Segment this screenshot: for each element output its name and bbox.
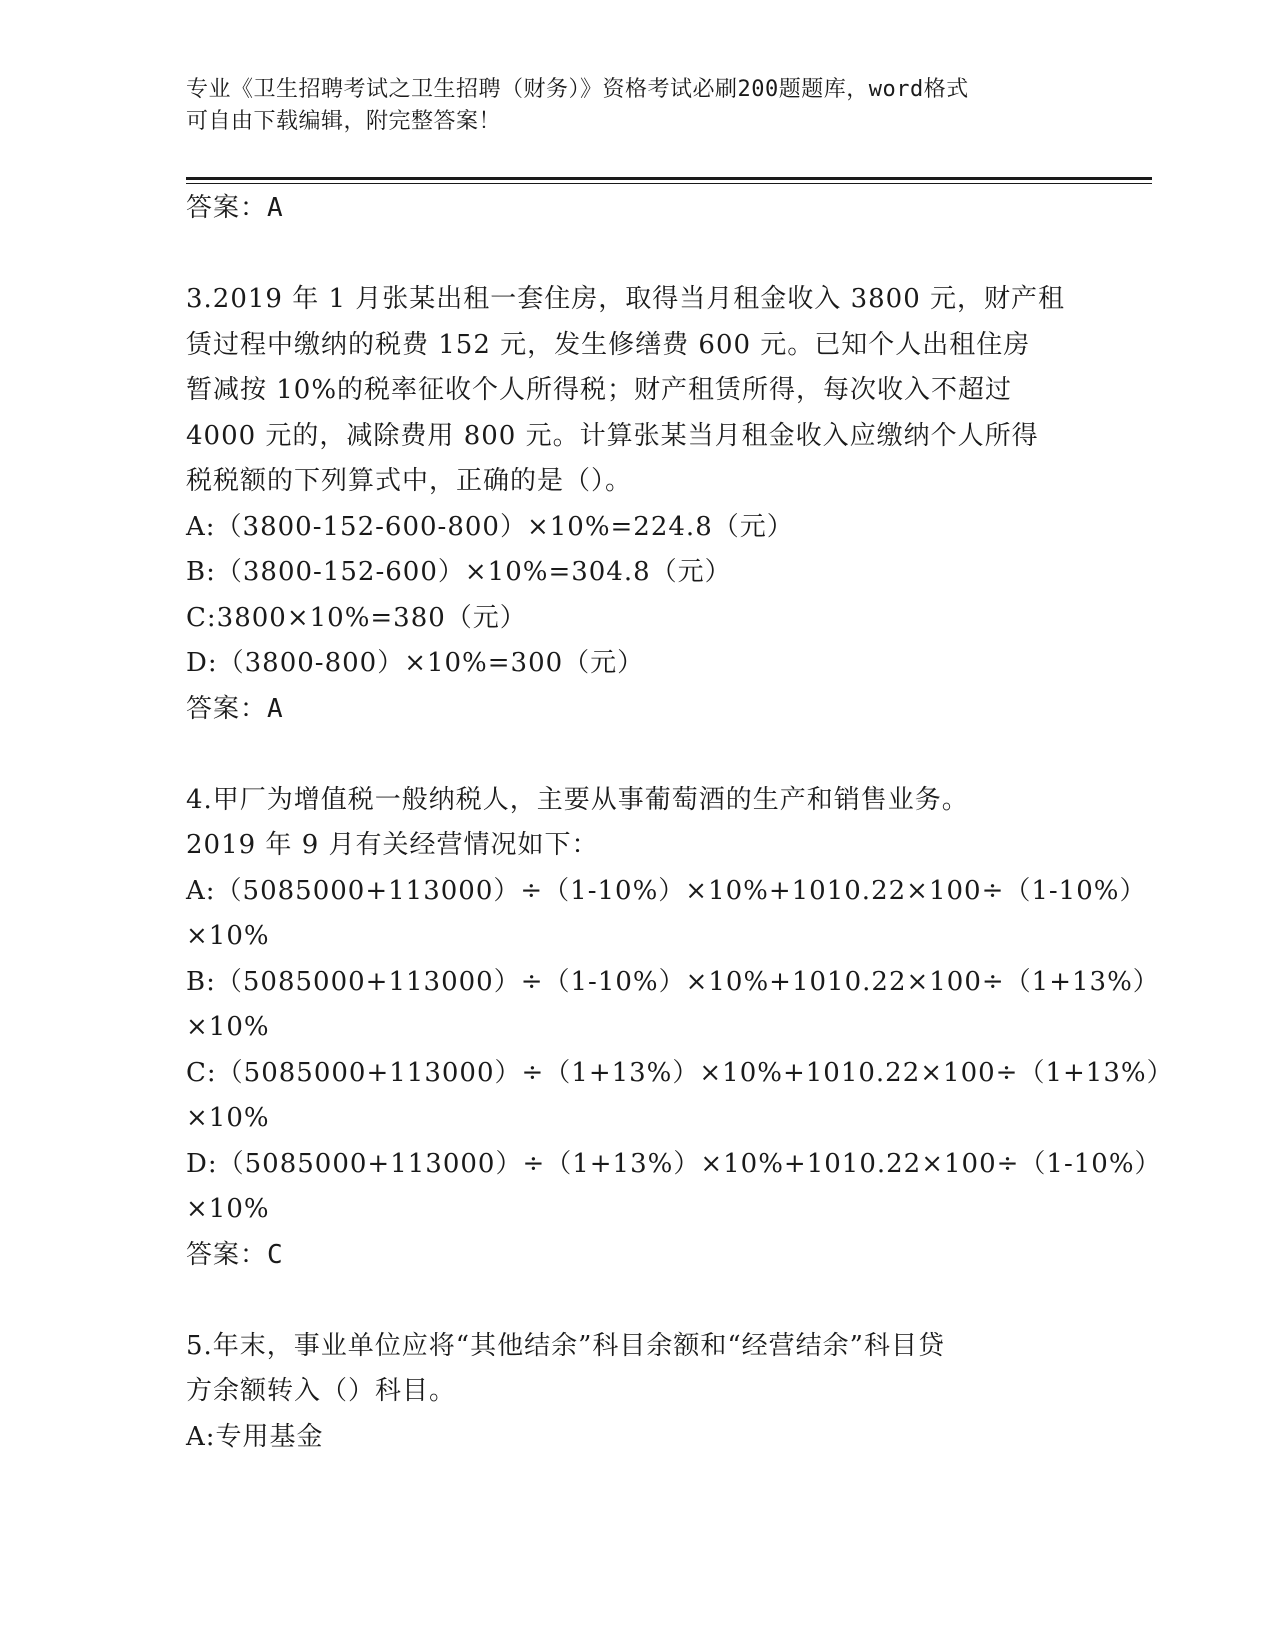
- option-label: B:: [186, 966, 216, 997]
- option-text-line: [186, 596, 1086, 642]
- option-label: B:: [186, 557, 216, 587]
- header-rule-thick: [186, 177, 1152, 180]
- paragraph-gap: [186, 232, 1086, 278]
- option-text-line: [186, 1005, 1086, 1051]
- answer-label: 答案：: [186, 693, 268, 724]
- option-text: （5085000+113000）÷（1-10%）×10%+1010.22×100÷（1-10%）: [215, 875, 1147, 906]
- option-text: ×10%: [186, 1012, 270, 1042]
- option-label: D:: [186, 648, 218, 678]
- option-text: ×10%: [186, 1103, 270, 1133]
- option-item: [186, 960, 1160, 1051]
- option-text-line: [186, 960, 1160, 1006]
- option-item: [186, 550, 1086, 596]
- question-list: [186, 186, 1174, 1460]
- question-stem: [186, 1324, 1086, 1415]
- question-text-line: 5.年末，事业单位应将“其他结余”科目余额和“经营结余”科目贷: [186, 1330, 945, 1361]
- answer-value: C: [267, 1239, 284, 1270]
- option-text-line: [186, 1096, 1086, 1142]
- option-text-line: [186, 550, 1086, 596]
- option-text-line: [186, 505, 1086, 551]
- option-item: [186, 1051, 1174, 1142]
- option-item: [186, 641, 1086, 687]
- option-list: [186, 869, 1174, 1233]
- question-text-line: 暂减按 10%的税率征收个人所得税；财产租赁所得，每次收入不超过: [186, 375, 1013, 405]
- option-label: A:: [186, 875, 216, 906]
- option-label: D:: [186, 1148, 218, 1179]
- question-text-line: 4.甲厂为增值税一般纳税人，主要从事葡萄酒的生产和销售业务。: [186, 784, 969, 815]
- option-list: [186, 1415, 1086, 1461]
- option-text-line: [186, 869, 1147, 915]
- header-line-2: 可自由下载编辑，附完整答案！: [186, 109, 502, 134]
- option-text: （3800-800）×10%=300（元）: [217, 648, 645, 678]
- option-text: 专用基金: [215, 1421, 324, 1452]
- question-text-line: 方余额转入（）科目。: [186, 1376, 457, 1406]
- question-text-line: 3.2019 年 1 月张某出租一套住房，取得当月租金收入 3800 元，财产租: [186, 284, 1066, 314]
- option-text: （3800-152-600）×10%=304.8（元）: [215, 557, 732, 587]
- option-item: [186, 869, 1147, 960]
- option-text: （5085000+113000）÷（1+13%）×10%+1010.22×100÷（1-10%）: [217, 1148, 1162, 1179]
- option-label: C:: [186, 602, 217, 633]
- option-text-line: [186, 641, 1086, 687]
- page-header: [186, 74, 1066, 138]
- option-text: （3800-152-600-800）×10%=224.8（元）: [215, 511, 794, 542]
- question-stem: [186, 778, 1086, 869]
- option-label: A:: [186, 511, 216, 542]
- question-text-line: 4000 元的，减除费用 800 元。计算张某当月租金收入应缴纳个人所得: [186, 420, 1039, 451]
- option-item: [186, 1415, 1086, 1461]
- answer-value: A: [267, 693, 284, 724]
- answer-value: A: [267, 193, 284, 223]
- option-text-line: [186, 1187, 1086, 1233]
- option-text-line: [186, 1051, 1174, 1097]
- answer-line: [186, 1233, 1086, 1279]
- paragraph-gap: [186, 1278, 1086, 1324]
- option-label: A:: [186, 1421, 216, 1452]
- option-text: ×10%: [186, 921, 270, 951]
- option-text-line: [186, 1415, 1086, 1461]
- option-text: （5085000+113000）÷（1+13%）×10%+1010.22×100÷（1+13%）: [216, 1057, 1174, 1088]
- option-item: [186, 505, 1086, 551]
- option-label: C:: [186, 1057, 217, 1088]
- question-stem: [186, 277, 1086, 505]
- question-text-line: 赁过程中缴纳的税费 152 元，发生修缮费 600 元。已知个人出租住房: [186, 329, 1031, 360]
- answer-label: 答案：: [186, 1239, 268, 1270]
- question-text-line: 2019 年 9 月有关经营情况如下：: [186, 830, 599, 860]
- option-text-line: [186, 1142, 1162, 1188]
- answer-line: [186, 687, 1086, 733]
- paragraph-gap: [186, 732, 1086, 778]
- answer-label: 答案：: [186, 193, 268, 223]
- option-text: 3800×10%=380（元）: [216, 602, 527, 633]
- question-text-line: 税税额的下列算式中，正确的是（）。: [186, 466, 633, 496]
- option-text-line: [186, 914, 1086, 960]
- option-text: ×10%: [186, 1194, 270, 1224]
- option-item: [186, 596, 1086, 642]
- header-rule-thin: [186, 183, 1152, 184]
- answer-line: [186, 186, 1086, 232]
- option-item: [186, 1142, 1162, 1233]
- option-text: （5085000+113000）÷（1-10%）×10%+1010.22×100÷（1+13%）: [215, 966, 1160, 997]
- option-list: [186, 505, 1086, 687]
- header-line-1: 专业《卫生招聘考试之卫生招聘（财务）》资格考试必刷200题题库，word格式: [186, 77, 969, 102]
